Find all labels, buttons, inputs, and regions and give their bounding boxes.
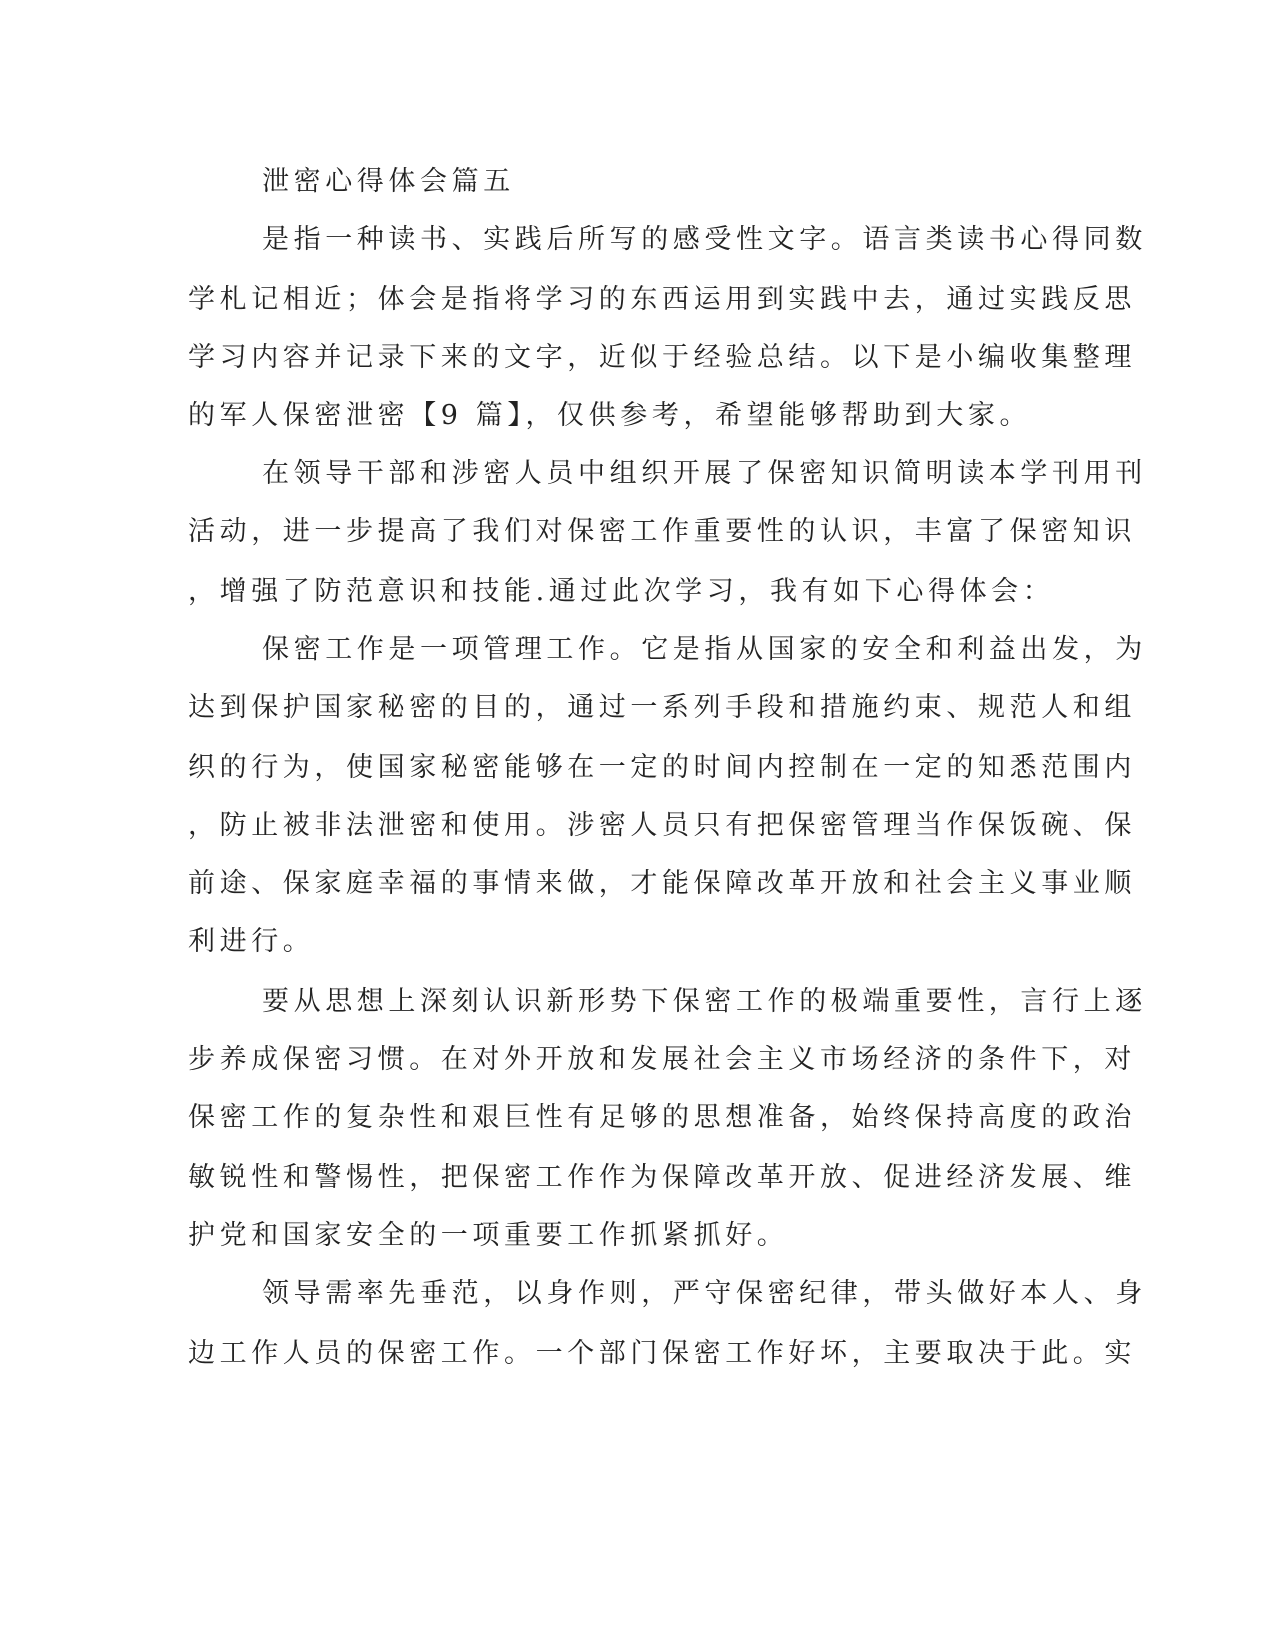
paragraph-line: ，防止被非法泄密和使用。涉密人员只有把保密管理当作保饭碗、保 <box>188 810 1136 841</box>
paragraph-line: 达到保护国家秘密的目的，通过一系列手段和措施约束、规范人和组 <box>188 692 1136 723</box>
paragraph-line: 学札记相近；体会是指将学习的东西运用到实践中去，通过实践反思 <box>188 284 1136 315</box>
document-heading: 泄密心得体会篇五 <box>262 166 515 197</box>
paragraph-line: ，增强了防范意识和技能.通过此次学习，我有如下心得体会： <box>188 576 1055 607</box>
paragraph-line: 保密工作是一项管理工作。它是指从国家的安全和利益出发，为 <box>262 634 1147 665</box>
paragraph-line: 前途、保家庭幸福的事情来做，才能保障改革开放和社会主义事业顺 <box>188 868 1136 899</box>
paragraph-line: 要从思想上深刻认识新形势下保密工作的极端重要性，言行上逐 <box>262 986 1147 1017</box>
paragraph-line: 保密工作的复杂性和艰巨性有足够的思想准备，始终保持高度的政治 <box>188 1102 1136 1133</box>
paragraph-line: 护党和国家安全的一项重要工作抓紧抓好。 <box>188 1220 789 1251</box>
paragraph-line: 的军人保密泄密【9 篇】，仅供参考，希望能够帮助到大家。 <box>188 400 1032 431</box>
paragraph-line: 学习内容并记录下来的文字，近似于经验总结。以下是小编收集整理 <box>188 342 1136 373</box>
paragraph-line: 在领导干部和涉密人员中组织开展了保密知识简明读本学刊用刊 <box>262 458 1147 489</box>
paragraph-line: 织的行为，使国家秘密能够在一定的时间内控制在一定的知悉范围内 <box>188 752 1136 783</box>
paragraph-line: 边工作人员的保密工作。一个部门保密工作好坏，主要取决于此。实 <box>188 1338 1136 1369</box>
paragraph-line: 活动，进一步提高了我们对保密工作重要性的认识，丰富了保密知识 <box>188 516 1136 547</box>
paragraph-line: 步养成保密习惯。在对外开放和发展社会主义市场经济的条件下，对 <box>188 1044 1136 1075</box>
paragraph-line: 利进行。 <box>188 926 315 957</box>
paragraph-line: 是指一种读书、实践后所写的感受性文字。语言类读书心得同数 <box>262 224 1147 255</box>
paragraph-line: 领导需率先垂范，以身作则，严守保密纪律，带头做好本人、身 <box>262 1278 1147 1309</box>
paragraph-line: 敏锐性和警惕性，把保密工作作为保障改革开放、促进经济发展、维 <box>188 1162 1136 1193</box>
